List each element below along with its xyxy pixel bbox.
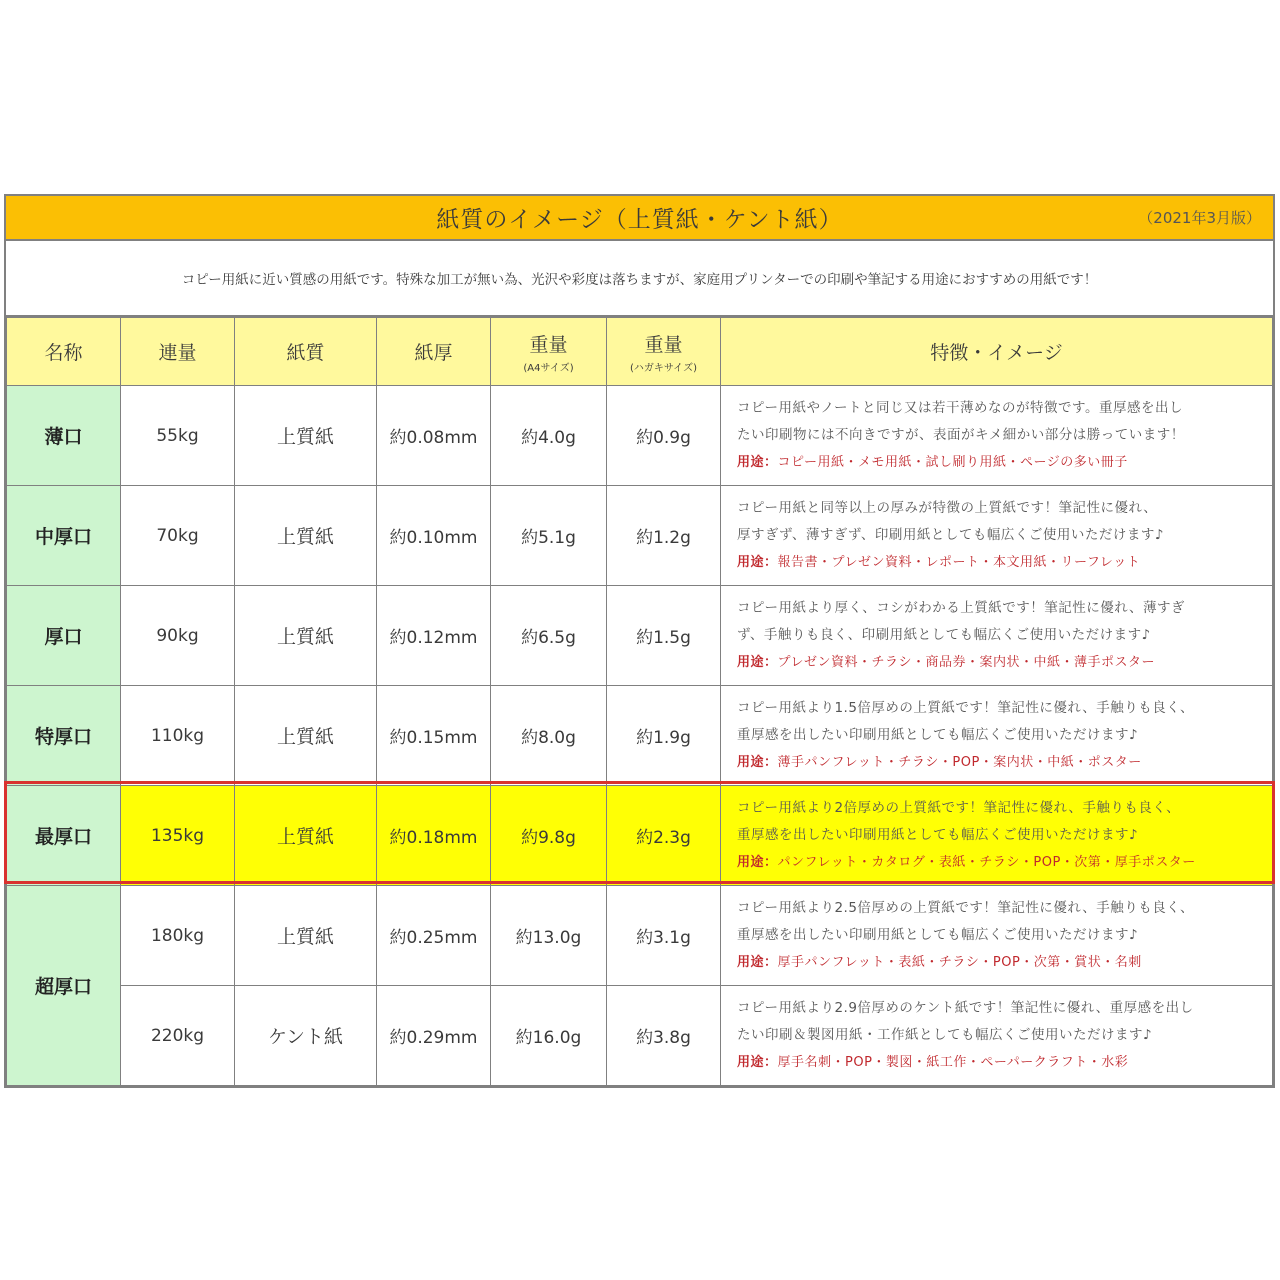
- usage-line: [737, 649, 1262, 676]
- weight-postcard: 約3.1g: [607, 886, 721, 986]
- feature-line-2: 厚すぎず、薄すぎず、印刷用紙としても幅広くご使用いただけます♪: [737, 527, 1164, 543]
- table-row: [7, 586, 1273, 686]
- feature-description: [721, 886, 1273, 986]
- usage-line: [737, 849, 1262, 876]
- paper-name: 超厚口: [7, 886, 121, 1086]
- feature-line-2: たい印刷物には不向きですが、表面がキメ細かい部分は勝っています！: [737, 427, 1185, 443]
- weight-postcard: 約0.9g: [607, 386, 721, 486]
- paper-thickness: 約0.08mm: [377, 386, 491, 486]
- feature-line-2: たい印刷＆製図用紙・工作紙としても幅広くご使用いただけます♪: [737, 1027, 1153, 1043]
- header-weight-a4-sub: (A4サイズ): [523, 362, 574, 374]
- weight-a4: 約4.0g: [491, 386, 607, 486]
- ream-weight: 135kg: [121, 786, 235, 886]
- feature-line-1: コピー用紙より2倍厚めの上質紙です！筆記性に優れ、手触りも良く、: [737, 800, 1181, 816]
- header-thickness: 紙厚: [377, 318, 491, 386]
- header-weight-a4: [491, 318, 607, 386]
- weight-a4: 約6.5g: [491, 586, 607, 686]
- usage-label: 用途：: [737, 755, 778, 770]
- weight-postcard: 約1.9g: [607, 686, 721, 786]
- feature-description: [721, 686, 1273, 786]
- ream-weight: 110kg: [121, 686, 235, 786]
- weight-a4: 約13.0g: [491, 886, 607, 986]
- usage-label: 用途：: [737, 1055, 778, 1070]
- feature-line-1: コピー用紙より2.5倍厚めの上質紙です！筆記性に優れ、手触りも良く、: [737, 900, 1194, 916]
- usage-label: 用途：: [737, 655, 778, 670]
- intro-text: コピー用紙に近い質感の用紙です。特殊な加工が無い為、光沢や彩度は落ちますが、家庭用プリンターでの印刷や筆記する用途におすすめの用紙です！: [6, 241, 1273, 317]
- usage-text: プレゼン資料・チラシ・商品券・案内状・中紙・薄手ポスター: [777, 655, 1155, 670]
- weight-a4: 約5.1g: [491, 486, 607, 586]
- usage-label: 用途：: [737, 955, 778, 970]
- usage-text: コピー用紙・メモ用紙・試し刷り用紙・ページの多い冊子: [777, 455, 1128, 470]
- paper-name: 特厚口: [7, 686, 121, 786]
- usage-line: [737, 749, 1262, 776]
- feature-description: [721, 486, 1273, 586]
- header-name: 名称: [7, 318, 121, 386]
- usage-label: 用途：: [737, 455, 778, 470]
- feature-line-2: 重厚感を出したい印刷用紙としても幅広くご使用いただけます♪: [737, 927, 1139, 943]
- ream-weight: 55kg: [121, 386, 235, 486]
- feature-description: [721, 986, 1273, 1086]
- usage-text: 報告書・プレゼン資料・レポート・本文用紙・リーフレット: [777, 555, 1141, 570]
- header-weight-postcard-sub: (ハガキサイズ): [629, 362, 697, 374]
- feature-line-1: コピー用紙と同等以上の厚みが特徴の上質紙です！筆記性に優れ、: [737, 500, 1158, 516]
- table-row: [7, 386, 1273, 486]
- title-bar: [6, 196, 1273, 241]
- feature-line-2: 重厚感を出したい印刷用紙としても幅広くご使用いただけます♪: [737, 727, 1139, 743]
- weight-a4: 約9.8g: [491, 786, 607, 886]
- paper-quality: 上質紙: [235, 386, 377, 486]
- paper-spec-table: [6, 317, 1273, 1086]
- usage-line: [737, 1049, 1262, 1076]
- header-ream: 連量: [121, 318, 235, 386]
- usage-label: 用途：: [737, 555, 778, 570]
- header-feature: 特徴・イメージ: [721, 318, 1273, 386]
- table-row: [7, 486, 1273, 586]
- paper-thickness: 約0.10mm: [377, 486, 491, 586]
- page-title: 紙質のイメージ（上質紙・ケント紙）: [436, 207, 843, 233]
- paper-thickness: 約0.25mm: [377, 886, 491, 986]
- header-weight-postcard-label: 重量: [644, 333, 683, 356]
- table-header-row: [7, 318, 1273, 386]
- feature-description: [721, 386, 1273, 486]
- feature-line-2: ず、手触りも良く、印刷用紙としても幅広くご使用いただけます♪: [737, 627, 1151, 643]
- usage-text: 薄手パンフレット・チラシ・POP・案内状・中紙・ポスター: [777, 755, 1142, 770]
- paper-quality: ケント紙: [235, 986, 377, 1086]
- paper-name: 最厚口: [7, 786, 121, 886]
- ream-weight: 220kg: [121, 986, 235, 1086]
- weight-postcard: 約3.8g: [607, 986, 721, 1086]
- feature-description: [721, 586, 1273, 686]
- weight-a4: 約8.0g: [491, 686, 607, 786]
- ream-weight: 70kg: [121, 486, 235, 586]
- feature-line-1: コピー用紙より2.9倍厚めのケント紙です！筆記性に優れ、重厚感を出し: [737, 1000, 1194, 1016]
- ream-weight: 90kg: [121, 586, 235, 686]
- paper-quality: 上質紙: [235, 886, 377, 986]
- feature-description: [721, 786, 1273, 886]
- usage-text: 厚手名刺・POP・製図・紙工作・ペーパークラフト・水彩: [777, 1055, 1129, 1070]
- paper-quality: 上質紙: [235, 686, 377, 786]
- weight-postcard: 約2.3g: [607, 786, 721, 886]
- ream-weight: 180kg: [121, 886, 235, 986]
- paper-name: 中厚口: [7, 486, 121, 586]
- usage-line: [737, 449, 1262, 476]
- paper-quality-sheet: [4, 194, 1275, 1088]
- usage-text: パンフレット・カタログ・表紙・チラシ・POP・次第・厚手ポスター: [777, 855, 1196, 870]
- header-quality: 紙質: [235, 318, 377, 386]
- paper-name: 薄口: [7, 386, 121, 486]
- paper-quality: 上質紙: [235, 486, 377, 586]
- table-row-highlighted: [7, 786, 1273, 886]
- feature-line-1: コピー用紙より1.5倍厚めの上質紙です！筆記性に優れ、手触りも良く、: [737, 700, 1194, 716]
- edition-label: （2021年3月版）: [1138, 209, 1261, 227]
- table-row: [7, 886, 1273, 986]
- feature-line-1: コピー用紙より厚く、コシがわかる上質紙です！筆記性に優れ、薄すぎ: [737, 600, 1185, 616]
- table-row: [7, 686, 1273, 786]
- header-weight-a4-label: 重量: [529, 333, 568, 356]
- header-weight-postcard: [607, 318, 721, 386]
- feature-line-2: 重厚感を出したい印刷用紙としても幅広くご使用いただけます♪: [737, 827, 1139, 843]
- paper-thickness: 約0.15mm: [377, 686, 491, 786]
- table-row: [7, 986, 1273, 1086]
- usage-text: 厚手パンフレット・表紙・チラシ・POP・次第・賞状・名刺: [777, 955, 1142, 970]
- paper-thickness: 約0.18mm: [377, 786, 491, 886]
- weight-postcard: 約1.5g: [607, 586, 721, 686]
- paper-thickness: 約0.12mm: [377, 586, 491, 686]
- paper-thickness: 約0.29mm: [377, 986, 491, 1086]
- usage-line: [737, 549, 1262, 576]
- paper-quality: 上質紙: [235, 786, 377, 886]
- paper-quality: 上質紙: [235, 586, 377, 686]
- usage-label: 用途：: [737, 855, 778, 870]
- weight-postcard: 約1.2g: [607, 486, 721, 586]
- feature-line-1: コピー用紙やノートと同じ又は若干薄めなのが特徴です。重厚感を出し: [737, 400, 1183, 416]
- weight-a4: 約16.0g: [491, 986, 607, 1086]
- usage-line: [737, 949, 1262, 976]
- paper-name: 厚口: [7, 586, 121, 686]
